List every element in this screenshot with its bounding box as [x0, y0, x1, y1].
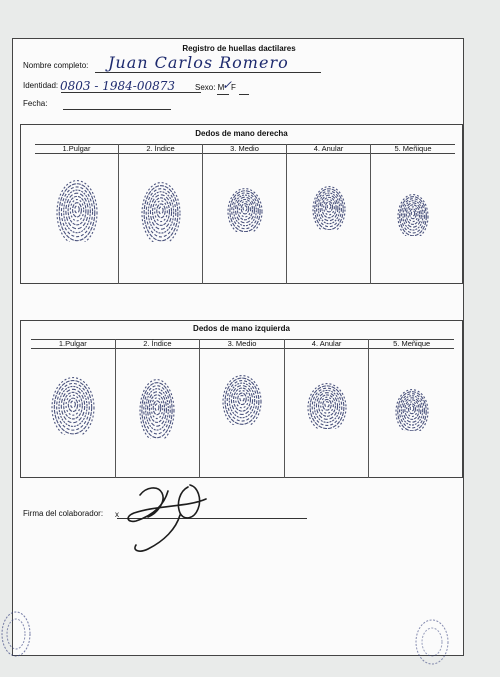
id-handwriting: 0803 - 1984-00873 [60, 79, 175, 93]
right-hand-finger-label: 3. Medio [203, 144, 286, 154]
date-label: Fecha: [23, 99, 48, 108]
fingerprint-impression [200, 371, 284, 425]
right-hand-finger-grid [35, 144, 455, 284]
sex-f-label: F [231, 83, 236, 92]
fingerprint-impression [116, 375, 200, 439]
left-hand-finger-cell [116, 339, 201, 478]
right-hand-finger-cell [371, 144, 455, 284]
right-hand-finger-label: 1.Pulgar [35, 144, 118, 154]
fingerprint-impression [203, 184, 286, 232]
date-line [63, 109, 171, 110]
sex-check-mark: ✓ [222, 78, 233, 92]
left-hand-finger-cell [200, 339, 285, 478]
name-label: Nombre completo: [23, 61, 89, 70]
fingerprint-impression [287, 182, 370, 230]
right-hand-title: Dedos de mano derecha [195, 129, 288, 138]
name-handwriting: Juan Carlos Romero [108, 53, 289, 72]
left-hand-finger-label: 1.Pulgar [31, 339, 115, 349]
name-line [95, 72, 321, 73]
left-hand-finger-label: 4. Anular [285, 339, 369, 349]
corner-smudge-right [408, 614, 454, 670]
left-hand-finger-cell [31, 339, 116, 478]
left-hand-title: Dedos de mano izquierda [193, 324, 290, 333]
left-hand-finger-cell [369, 339, 454, 478]
right-hand-finger-label: 5. Meñique [371, 144, 455, 154]
left-hand-panel [20, 320, 463, 478]
right-hand-finger-cell [119, 144, 203, 284]
right-hand-panel [20, 124, 463, 284]
id-label: Identidad: [23, 81, 59, 90]
left-hand-finger-label: 2. Índice [116, 339, 200, 349]
right-hand-finger-label: 2. Índice [119, 144, 202, 154]
signature-label: Firma del colaborador: [23, 509, 104, 518]
fingerprint-form-sheet [12, 38, 464, 656]
right-hand-finger-cell [35, 144, 119, 284]
left-hand-finger-cell [285, 339, 370, 478]
sex-f-line [239, 94, 249, 95]
left-hand-finger-label: 3. Medio [200, 339, 284, 349]
right-hand-finger-label: 4. Anular [287, 144, 370, 154]
fingerprint-impression [35, 176, 118, 242]
right-hand-finger-cell [203, 144, 287, 284]
fingerprint-impression [285, 379, 369, 429]
fingerprint-impression [31, 373, 115, 435]
fingerprint-impression [371, 190, 455, 236]
fingerprint-impression [369, 385, 454, 431]
form-title: Registro de huellas dactilares [182, 44, 296, 53]
signature-x-mark: x [115, 510, 119, 519]
left-hand-finger-grid [31, 339, 454, 478]
left-hand-finger-label: 5. Meñique [369, 339, 454, 349]
handwritten-signature [118, 479, 218, 557]
corner-smudge-left [0, 604, 40, 664]
sex-label: Sexo: M [195, 83, 225, 92]
right-hand-finger-cell [287, 144, 371, 284]
fingerprint-impression [119, 178, 202, 242]
sex-m-line [217, 94, 229, 95]
